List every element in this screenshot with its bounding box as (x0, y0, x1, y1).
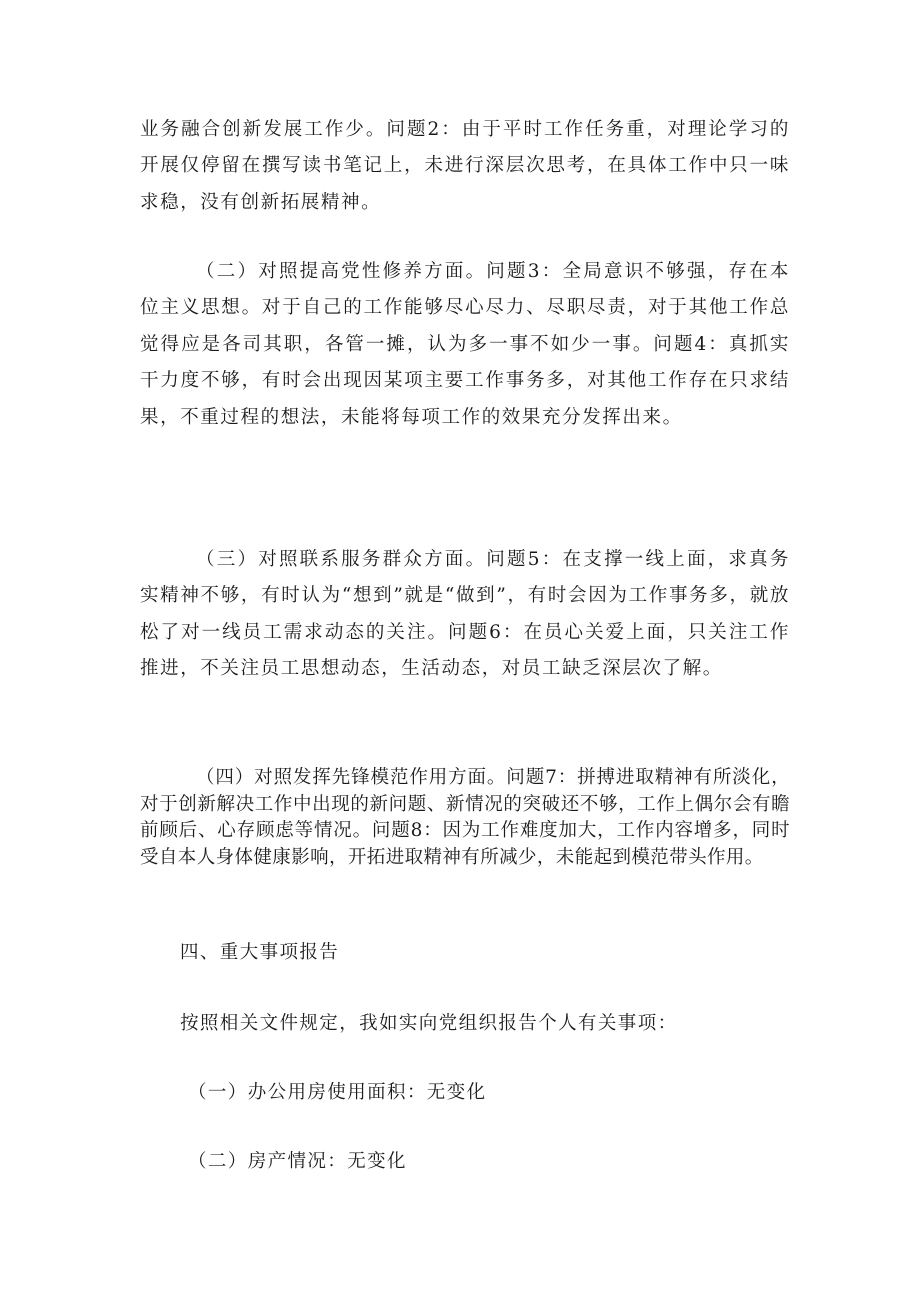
paragraph-vanguard-role: （四）对照发挥先锋模范作用方面。问题7：拼搏进取精神有所淡化，对于创新解决工作中出现的新问题、新情况的突破还不够，工作上偶尔会有瞻前顾后、心存顾虑等情况。问题8：因为工作难度加大，工作内容增多，同时受自本人身体健康影响，开拓进取精神有所减少，未能起到模范带头作用。 (140, 767, 790, 868)
paragraph-serving-masses: （三）对照联系服务群众方面。问题5：在支撑一线上面，求真务实精神不够，有时认为“想到”就是“做到”，有时会因为工作事务多，就放松了对一线员工需求动态的关注。问题6：在员心关爱上面，只关注工作推进，不关注员工思想动态，生活动态，对员工缺乏深层次了解。 (140, 549, 790, 680)
report-intro: 按照相关文件规定，我如实向党组织报告个人有关事项： (180, 1013, 678, 1034)
section-heading: 四、重大事项报告 (180, 942, 340, 963)
report-item-office-space: （一）办公用房使用面积：无变化 (188, 1082, 487, 1103)
paragraph-party-spirit: （二）对照提高党性修养方面。问题3：全局意识不够强，存在本位主义思想。对于自己的工作能够尽心尽力、尽职尽责，对于其他工作总觉得应是各司其职，各管一摊，认为多一事不如少一事。问题4：真抓实干力度不够，有时会出现因某项主要工作事务多，对其他工作存在只求结果，不重过程的想法，未能将每项工作的效果充分发挥出来。 (140, 261, 790, 428)
report-item-property: （二）房产情况：无变化 (188, 1151, 407, 1172)
paragraph-problem-2: 业务融合创新发展工作少。问题2：由于平时工作任务重，对理论学习的开展仅停留在撰写读书笔记上，未进行深层次思考，在具体工作中只一味求稳，没有创新拓展精神。 (140, 119, 790, 213)
